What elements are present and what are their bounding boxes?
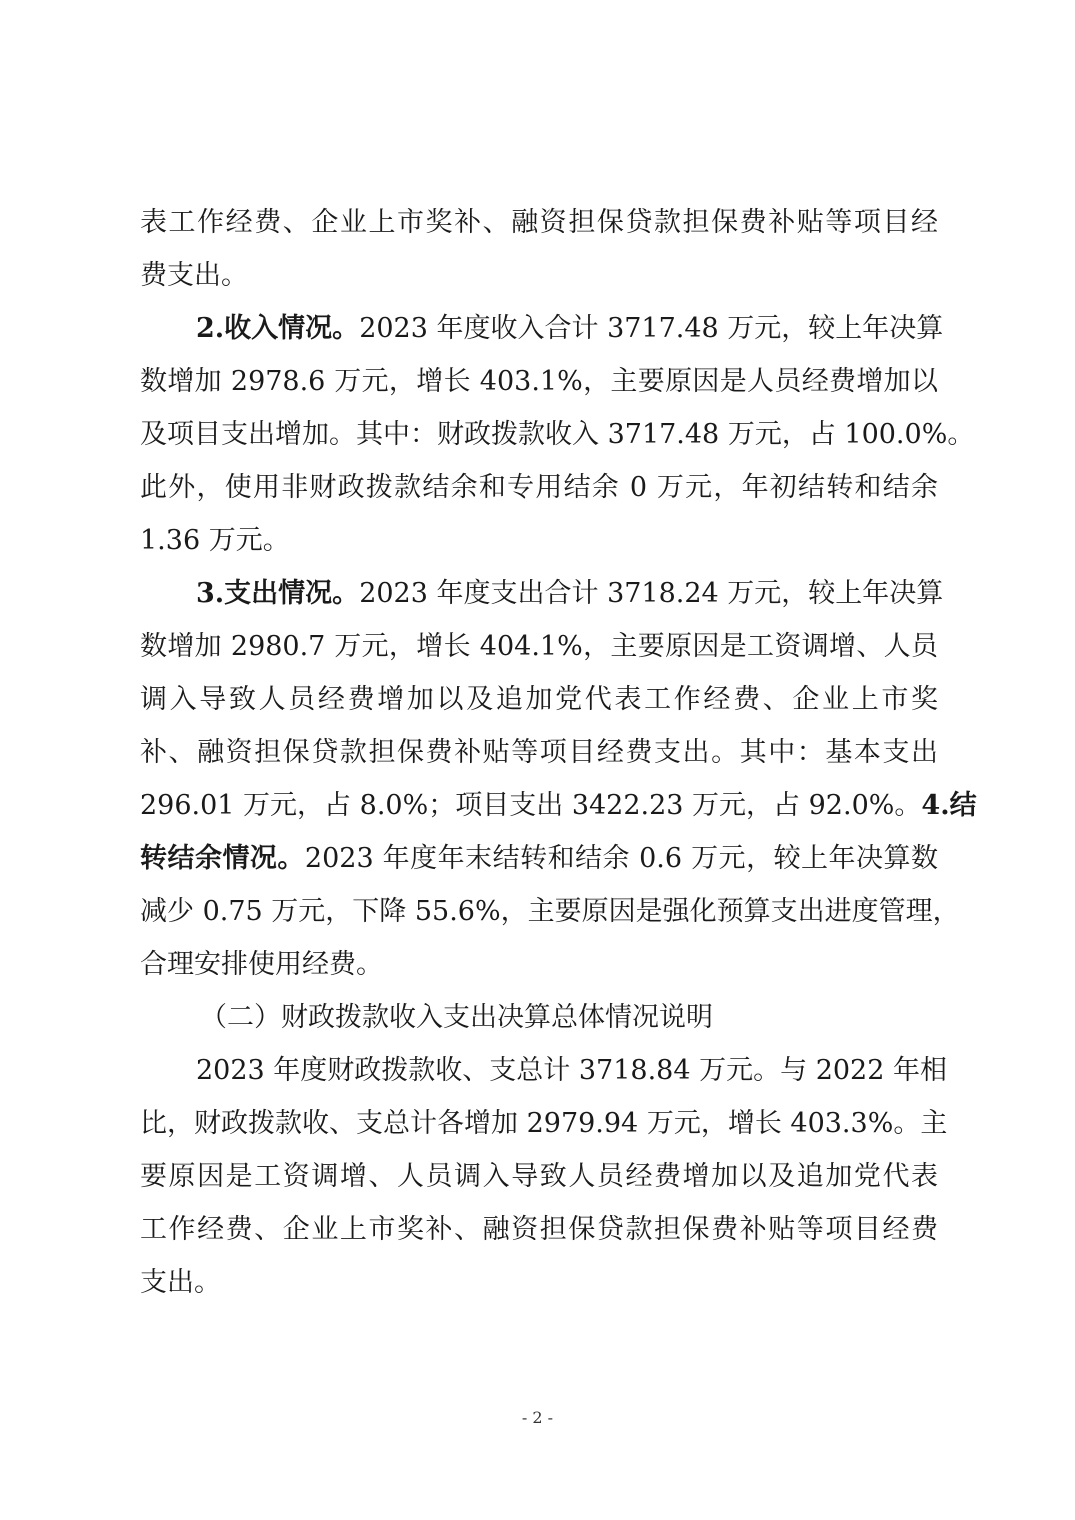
paragraph-line bbox=[140, 786, 977, 826]
paragraph-line: 支出。 bbox=[140, 1267, 221, 1298]
carryover-heading-start: 4.结 bbox=[921, 790, 977, 821]
carryover-heading: 转结余情况。 bbox=[140, 843, 305, 874]
paragraph-line: 数增加 2978.6 万元，增长 403.1%，主要原因是人员经费增加以 bbox=[140, 366, 938, 397]
paragraph-line: 费支出。 bbox=[140, 260, 248, 291]
paragraph-text: 2023 年度收入合计 3717.48 万元，较上年决算 bbox=[359, 313, 944, 344]
paragraph-line: 及项目支出增加。其中：财政拨款收入 3717.48 万元，占 100.0%。 bbox=[140, 419, 975, 450]
paragraph-line: 补、融资担保贷款担保费补贴等项目经费支出。其中：基本支出 bbox=[140, 737, 938, 768]
paragraph-line: 1.36 万元。 bbox=[140, 525, 290, 556]
paragraph-line: 合理安排使用经费。 bbox=[140, 949, 383, 980]
paragraph-line: 调入导致人员经费增加以及追加党代表工作经费、企业上市奖 bbox=[140, 684, 938, 715]
expense-paragraph-first-line bbox=[196, 574, 944, 614]
paragraph-text: 2023 年度支出合计 3718.24 万元，较上年决算 bbox=[359, 578, 944, 609]
income-heading: 2.收入情况。 bbox=[196, 313, 360, 344]
section-title: （二）财政拨款收入支出决算总体情况说明 bbox=[200, 1002, 713, 1033]
paragraph-line: 表工作经费、企业上市奖补、融资担保贷款担保费补贴等项目经 bbox=[140, 207, 938, 238]
income-paragraph-first-line bbox=[196, 309, 944, 349]
paragraph-line: 此外，使用非财政拨款结余和专用结余 0 万元，年初结转和结余 bbox=[140, 472, 938, 503]
page-number: - 2 - bbox=[521, 1408, 554, 1427]
carryover-paragraph-line bbox=[140, 839, 938, 879]
paragraph-line: 比，财政拨款收、支总计各增加 2979.94 万元，增长 403.3%。主 bbox=[140, 1108, 948, 1139]
paragraph-line: 数增加 2980.7 万元，增长 404.1%，主要原因是工资调增、人员 bbox=[140, 631, 938, 662]
paragraph-line: 要原因是工资调增、人员调入导致人员经费增加以及追加党代表 bbox=[140, 1161, 938, 1192]
expense-heading: 3.支出情况。 bbox=[196, 578, 360, 609]
paragraph-text: 2023 年度年末结转和结余 0.6 万元，较上年决算数 bbox=[304, 843, 938, 874]
paragraph-text: 296.01 万元，占 8.0%；项目支出 3422.23 万元，占 92.0%。 bbox=[140, 790, 922, 821]
paragraph-line: 减少 0.75 万元，下降 55.6%，主要原因是强化预算支出进度管理， bbox=[140, 896, 960, 927]
paragraph-line: 2023 年度财政拨款收、支总计 3718.84 万元。与 2022 年相 bbox=[196, 1055, 947, 1086]
paragraph-line: 工作经费、企业上市奖补、融资担保贷款担保费补贴等项目经费 bbox=[140, 1214, 938, 1245]
